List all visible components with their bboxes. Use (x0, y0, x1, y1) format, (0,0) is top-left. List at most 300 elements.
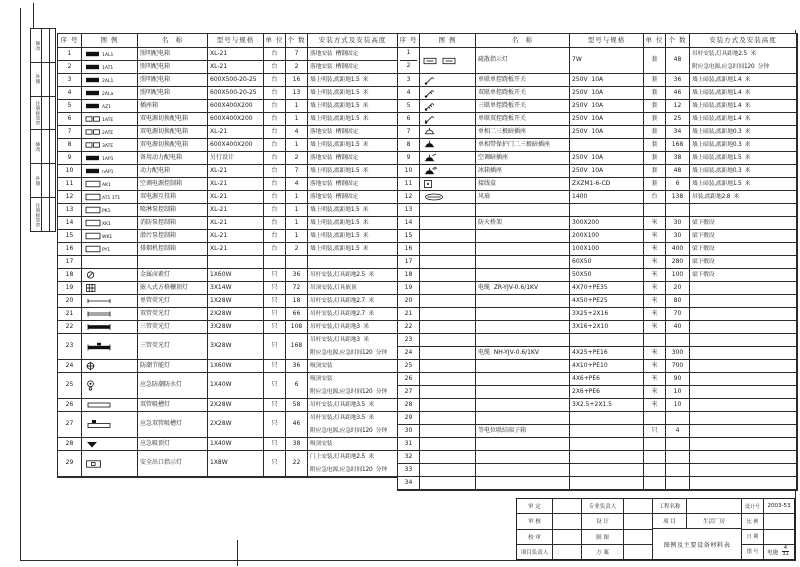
unit-cell: 台 (264, 74, 286, 87)
svg-text:XK1: XK1 (102, 222, 111, 227)
grid-lamp-icon (85, 283, 97, 293)
model-cell: 600X500-20-25 (208, 87, 264, 100)
name-cell (476, 308, 570, 321)
qty-cell: 30 (666, 217, 690, 230)
legend-icon-cell (420, 386, 476, 399)
legend-icon-cell (420, 113, 476, 126)
model-cell: 3X16+2X10 (570, 321, 644, 334)
signature-blank (50, 198, 55, 231)
svg-text:1ATE: 1ATE (102, 118, 114, 123)
legend-icon-cell (420, 152, 476, 165)
panel-outline-icon (85, 218, 133, 228)
unit-cell: 米 (644, 256, 666, 269)
switch-3-icon (423, 101, 436, 112)
approval-value (553, 545, 581, 559)
cross-circle-icon (85, 361, 97, 371)
title-block-numbers (742, 499, 794, 559)
signature-label: 补图 (31, 164, 42, 197)
frame-left-line (20, 8, 21, 561)
qty-cell: 138 (666, 191, 690, 204)
unit-cell (644, 477, 666, 490)
qty-cell (286, 256, 308, 269)
qty-cell: 13 (286, 87, 308, 100)
row-no: 32 (398, 451, 420, 464)
fluor-1-icon (85, 296, 113, 306)
switch-1-icon (423, 75, 436, 86)
model-cell: 3X28W (208, 321, 264, 334)
install-cell (690, 464, 797, 477)
name-cell (138, 256, 208, 269)
qty-cell: 46 (666, 87, 690, 100)
row-no: 19 (58, 282, 82, 295)
legend-icon-cell (82, 165, 138, 178)
install-cell: 墙上暗装,底距地0.3 米 (690, 126, 797, 139)
name-cell: 风扇 (476, 191, 570, 204)
approval-label: 审 核 (517, 514, 553, 528)
figure-num: 4 (783, 545, 788, 552)
row-no: 27 (398, 386, 420, 399)
qty-cell (666, 204, 690, 217)
name-cell: 潜污泵控制箱 (138, 230, 208, 243)
legend-icon-cell (82, 87, 138, 100)
row-no: 12 (58, 191, 82, 204)
model-cell (570, 425, 644, 438)
qty-cell: 48 (666, 165, 690, 178)
name-cell (476, 464, 570, 477)
name-cell: 双电源切换配电箱 (138, 113, 208, 126)
qty-cell: 108 (286, 321, 308, 334)
install-cell: 墙上暗装,底距地1.4 米 (690, 74, 797, 87)
name-cell: 电缆 NH-YJV-0.6/1KV (476, 347, 570, 360)
model-cell: 3X25+2X16 (570, 308, 644, 321)
qty-cell: 280 (666, 256, 690, 269)
signature-blank (42, 130, 50, 163)
row-no: 21 (398, 308, 420, 321)
designer-label: 设 计 (582, 514, 624, 528)
name-cell: 双电源切换配电箱 (138, 126, 208, 139)
row-no: 22 (58, 321, 82, 334)
install-cell (690, 399, 797, 412)
model-cell: 3X2.5+2X1.5 (570, 399, 644, 412)
unit-cell: 套 (644, 165, 666, 178)
model-cell: 2X28W (208, 412, 264, 438)
install-cell (690, 386, 797, 399)
row-no: 6 (58, 113, 82, 126)
qty-cell: 10 (666, 386, 690, 399)
panel-filled-icon (85, 49, 133, 59)
install-cell (690, 438, 797, 451)
qty-cell: 16 (286, 74, 308, 87)
row-no: 33 (398, 464, 420, 477)
legend-icon-cell (82, 139, 138, 152)
qty-cell: 6 (666, 178, 690, 191)
header-cell: 图 例 (82, 34, 138, 48)
socket-filled-icon (423, 140, 436, 150)
qty-cell: 66 (286, 308, 308, 321)
qty-cell: 22 (286, 451, 308, 477)
signature-blank (50, 29, 55, 62)
install-cell: 吊顶安装,灯具嵌顶 (308, 282, 398, 295)
row-no: 24 (58, 360, 82, 373)
model-cell: 250V 10A (570, 152, 644, 165)
legend-icon-cell (420, 308, 476, 321)
row-no: 18 (398, 269, 420, 282)
model-cell: XL-21 (208, 217, 264, 230)
model-cell: 3X28W (208, 334, 264, 360)
qty-cell: 38 (666, 152, 690, 165)
name-cell: 双管荧光灯 (138, 308, 208, 321)
legend-icon-cell (82, 191, 138, 204)
qty-cell: 36 (286, 360, 308, 373)
row-no: 8 (398, 139, 420, 152)
install-cell: 落地安装 槽钢固定 (308, 152, 398, 165)
legend-icon-cell (82, 282, 138, 295)
panel-filled-icon (85, 101, 133, 111)
svg-text:AT1 1T1: AT1 1T1 (102, 196, 121, 201)
install-cell: 吊杆安装,灯具距地2.5 米 (308, 269, 398, 282)
design-no: 2003-53 (767, 503, 791, 510)
signature-label: 修改 (31, 130, 42, 163)
row-no: 12 (398, 191, 420, 204)
legend-icon-cell (82, 256, 138, 269)
name-cell: 双联单控跷板开关 (476, 87, 570, 100)
model-cell: XL-21 (208, 126, 264, 139)
install-cell: 落地安装 槽钢固定 (308, 48, 398, 61)
name-cell (476, 360, 570, 373)
qty-cell: 58 (286, 399, 308, 412)
name-cell: 照明配电箱 (138, 74, 208, 87)
designer-value (624, 545, 652, 559)
legend-icon-cell (82, 126, 138, 139)
panel-outline-icon (85, 205, 133, 215)
install-cell (690, 477, 797, 490)
model-cell: 4X50+PE25 (570, 295, 644, 308)
legend-icon-cell (82, 74, 138, 87)
legend-icon-cell (420, 48, 476, 74)
signature-blank (42, 164, 50, 197)
row-no (398, 48, 420, 74)
unit-cell: 米 (644, 282, 666, 295)
model-cell: 4X10+PE10 (570, 360, 644, 373)
socket-icon (423, 127, 436, 137)
signature-strip (30, 28, 56, 232)
qty-cell: 10 (666, 399, 690, 412)
legend-icon-cell (420, 100, 476, 113)
qty-cell: 34 (666, 126, 690, 139)
unit-cell (644, 438, 666, 451)
signature-label: 注册师签章 (31, 198, 42, 231)
model-cell: 2X6+PE6 (570, 386, 644, 399)
qty-cell: 400 (666, 243, 690, 256)
install-cell: 墙上暗装,底距地1.4 米 (690, 100, 797, 113)
row-no: 17 (398, 256, 420, 269)
panel-open-icon (85, 140, 133, 150)
name-cell: 冰箱插座 (476, 165, 570, 178)
model-cell: 600X400X200 (208, 139, 264, 152)
legend-icon-cell (420, 451, 476, 464)
row-no: 18 (58, 269, 82, 282)
model-cell: 600X400X200 (208, 113, 264, 126)
legend-icon-cell (82, 399, 138, 412)
legend-icon-cell (82, 178, 138, 191)
install-cell (308, 256, 398, 269)
unit-cell: 只 (264, 334, 286, 360)
legend-icon-cell (82, 373, 138, 399)
qty-cell: 7 (286, 165, 308, 178)
model-cell: 4X6+PE6 (570, 373, 644, 386)
item-label: 项 目 (653, 514, 687, 528)
install-cell: 梁下敷设 (690, 269, 797, 282)
unit-cell: 台 (264, 217, 286, 230)
unit-cell: 台 (644, 191, 666, 204)
name-cell: 金属卤素灯 (138, 269, 208, 282)
qty-cell: 1 (286, 230, 308, 243)
model-cell: XL-21 (208, 61, 264, 74)
unit-cell: 台 (264, 48, 286, 61)
model-cell: XL-21 (208, 165, 264, 178)
unit-cell: 只 (264, 373, 286, 399)
project-name-value (687, 499, 741, 513)
qty-cell: 4 (286, 126, 308, 139)
model-cell: 1X40W (208, 373, 264, 399)
name-cell: 双管吸槽灯 (138, 399, 208, 412)
row-no: 23 (58, 334, 82, 360)
unit-cell: 只 (264, 321, 286, 334)
legend-icon-cell (420, 373, 476, 386)
install-cell: 墙上明装,底距地1.5 米 (308, 139, 398, 152)
name-cell: 排烟机控制箱 (138, 243, 208, 256)
row-no: 23 (398, 334, 420, 347)
row-no: 20 (58, 295, 82, 308)
qty-cell (666, 334, 690, 347)
install-cell (690, 295, 797, 308)
model-cell: 50X50 (570, 269, 644, 282)
legend-table-right (397, 33, 798, 491)
name-cell (476, 399, 570, 412)
panel-open-icon (85, 114, 133, 124)
install-cell (690, 360, 797, 373)
name-cell: 三管荧光灯 (138, 334, 208, 360)
svg-text:AZ1: AZ1 (102, 105, 112, 110)
svg-text:3ATE: 3ATE (102, 144, 114, 149)
model-cell: 1X8W (208, 451, 264, 477)
figure-no-label: 图 号 (742, 545, 764, 559)
model-cell (570, 451, 644, 464)
legend-icon-cell (82, 438, 138, 451)
install-cell: 吊杆安装,灯具距地3 米 (308, 321, 398, 334)
project-name-label: 工程名称 (653, 499, 687, 513)
install-cell: 墙上暗装,底距地1.5 米 (690, 152, 797, 165)
name-cell (476, 256, 570, 269)
legend-icon-cell (82, 204, 138, 217)
figure-no (764, 545, 794, 559)
circle-slash-icon (85, 270, 97, 280)
install-cell: 墙上明装,底距地1.5 米 (308, 165, 398, 178)
qty-cell: 1 (286, 139, 308, 152)
legend-icon-cell (82, 360, 138, 373)
unit-cell: 米 (644, 373, 666, 386)
signature-label: 修改 (31, 29, 42, 62)
install-cell: 墙上暗装,底距地1.5 米 (690, 178, 797, 191)
model-cell: 4X70+PE35 (570, 282, 644, 295)
name-cell (476, 451, 570, 464)
header-cell: 安装方式及安装高度 (690, 34, 797, 48)
unit-cell: 米 (644, 399, 666, 412)
date-label: 日 期 (742, 530, 764, 544)
signature-blank (42, 63, 50, 96)
unit-cell: 台 (264, 139, 286, 152)
qty-cell: 300 (666, 347, 690, 360)
svg-text:WK1: WK1 (102, 235, 113, 240)
name-cell (476, 243, 570, 256)
unit-cell: 台 (264, 230, 286, 243)
row-no: 31 (398, 438, 420, 451)
header-cell: 序 号 (58, 34, 82, 48)
row-no: 16 (58, 243, 82, 256)
qty-cell: 4 (286, 178, 308, 191)
qty-cell: 36 (286, 269, 308, 282)
row-no: 17 (58, 256, 82, 269)
qty-cell: 90 (666, 373, 690, 386)
install-cell: 梁下敷设 (690, 230, 797, 243)
install-cell: 梁下敷设 (690, 243, 797, 256)
unit-cell: 米 (644, 360, 666, 373)
install-cell: 吸顶安装 (308, 360, 398, 373)
unit-cell: 米 (644, 269, 666, 282)
legend-icon-cell (82, 61, 138, 74)
fold-mark-bottom (237, 540, 238, 566)
model-cell: 250V 10A (570, 100, 644, 113)
legend-table-left (57, 33, 399, 478)
header-cell: 单 位 (644, 34, 666, 48)
name-cell: 应急防潮防水灯 (138, 373, 208, 399)
name-cell: 三联单控跷板开关 (476, 100, 570, 113)
name-cell (476, 204, 570, 217)
row-no: 19 (398, 282, 420, 295)
unit-cell: 套 (644, 74, 666, 87)
legend-icon-cell (82, 269, 138, 282)
header-cell: 单 位 (264, 34, 286, 48)
row-no: 15 (58, 230, 82, 243)
install-cell: 墙上明装,底距地1.5 米 (308, 100, 398, 113)
qty-cell: 25 (666, 113, 690, 126)
unit-cell: 台 (264, 165, 286, 178)
model-cell (570, 334, 644, 347)
approval-label: 校 审 (517, 530, 553, 544)
name-cell: 照明配电箱 (138, 48, 208, 61)
name-cell: 单联单控跷板开关 (476, 74, 570, 87)
model-cell: 600X500-20-25 (208, 74, 264, 87)
unit-cell: 套 (644, 100, 666, 113)
model-cell: 2X28W (208, 308, 264, 321)
name-cell: 安全出口指示灯 (138, 451, 208, 477)
row-no: 29 (58, 451, 82, 477)
legend-icon-cell (420, 230, 476, 243)
name-cell: 消防泵控制箱 (138, 217, 208, 230)
install-cell: 墙上明装,底距地1.5 米 (308, 217, 398, 230)
fluor-3-icon (85, 322, 113, 332)
row-no: 20 (398, 295, 420, 308)
name-cell: 动力配电箱 (138, 165, 208, 178)
header-cell: 名 称 (138, 34, 208, 48)
row-no: 26 (58, 399, 82, 412)
install-cell: 落地安装 槽钢固定 (308, 61, 398, 74)
signature-blank (50, 164, 55, 197)
name-cell (476, 334, 570, 347)
unit-cell: 只 (264, 282, 286, 295)
unit-cell: 台 (264, 191, 286, 204)
legend-icon-cell (420, 399, 476, 412)
name-cell: 照明配电箱 (138, 61, 208, 74)
qty-cell: 18 (286, 295, 308, 308)
qty-cell: 20 (666, 282, 690, 295)
row-no: 10 (398, 165, 420, 178)
channel-e-icon (85, 419, 113, 430)
row-no: 15 (398, 230, 420, 243)
name-cell: 照明配电箱 (138, 87, 208, 100)
name-cell: 单相二三极暗插座 (476, 126, 570, 139)
row-no: 4 (398, 87, 420, 100)
legend-icon-cell (420, 334, 476, 347)
approval-label: 项目负责人 (517, 545, 553, 559)
install-cell: 吊杆安装,灯具距地3 米 附应急电源,应急时间120 分钟 (308, 334, 398, 360)
legend-icon-cell (420, 464, 476, 477)
fluor-3e-icon (85, 342, 113, 352)
signature-cell (31, 97, 55, 131)
name-cell: 应急双管吸槽灯 (138, 412, 208, 438)
legend-icon-cell (420, 360, 476, 373)
row-no: 6 (398, 113, 420, 126)
svg-text:1AT1: 1AT1 (102, 66, 114, 71)
unit-cell (264, 256, 286, 269)
qty-cell: 38 (286, 438, 308, 451)
model-cell: XL-21 (208, 204, 264, 217)
install-cell (690, 321, 797, 334)
install-cell: 吸顶安装 附应急电源,应急时间120 分钟 (308, 373, 398, 399)
svg-text:1AL1: 1AL1 (102, 53, 114, 58)
install-cell: 吊杆安装,灯具距地2.7 米 (308, 295, 398, 308)
row-no: 22 (398, 321, 420, 334)
unit-cell (644, 451, 666, 464)
legend-icon-cell (420, 295, 476, 308)
unit-cell: 米 (644, 230, 666, 243)
unit-cell: 套 (644, 178, 666, 191)
legend-icon-cell (420, 191, 476, 204)
signature-cell (31, 29, 55, 63)
install-cell: 墙上暗装,底距地1.4 米 (690, 113, 797, 126)
socket-b-icon (423, 166, 438, 177)
install-cell: 墙上暗装,底距地1.4 米 (690, 87, 797, 100)
row-no: 10 (58, 165, 82, 178)
name-cell: 等电位联结端子箱 (476, 425, 570, 438)
model-cell: 250V 10A (570, 113, 644, 126)
row-no: 16 (398, 243, 420, 256)
evac-light-icon (423, 56, 459, 66)
header-cell: 型号与规格 (208, 34, 264, 48)
panel-open-icon (85, 127, 133, 137)
legend-icon-cell (420, 126, 476, 139)
install-cell: 吊杆安装,灯具距地2.7 米 (308, 308, 398, 321)
qty-cell: 1 (286, 204, 308, 217)
svg-text:2ALa: 2ALa (102, 92, 114, 97)
legend-icon-cell (420, 425, 476, 438)
title-block-designers (582, 499, 653, 559)
install-cell (690, 282, 797, 295)
install-cell (690, 451, 797, 464)
fluor-2-icon (85, 309, 113, 319)
model-cell: 3X14W (208, 282, 264, 295)
model-cell: XL-21 (208, 48, 264, 61)
